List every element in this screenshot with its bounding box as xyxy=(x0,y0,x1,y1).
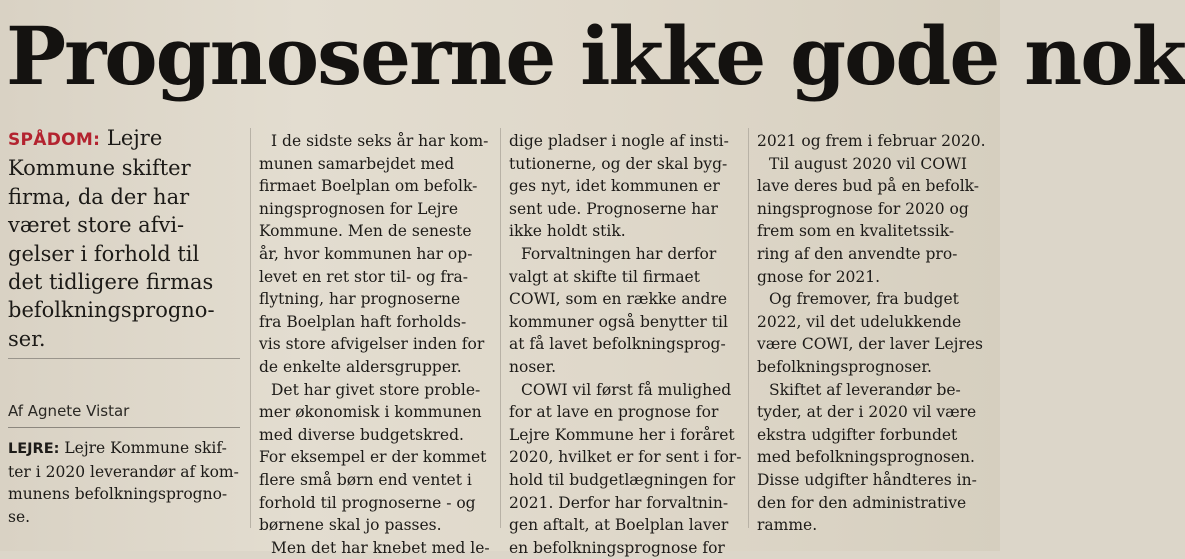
col3-line: 2020, hvilket er for sent i for- xyxy=(509,448,742,467)
col2-line: Men det har knebet med le- xyxy=(271,538,490,557)
col3-line: Lejre Kommune her i foråret xyxy=(509,425,735,444)
col2-line: I de sidste seks år har kom- xyxy=(271,132,489,150)
column-1 xyxy=(8,437,244,528)
col3-line: tutionerne, og der skal byg- xyxy=(509,154,728,173)
col2-line: munen samarbejdet med xyxy=(259,154,455,173)
col2-line: børnene skal jo passes. xyxy=(259,516,442,535)
lead-kicker: SPÅDOM: xyxy=(8,130,101,150)
col1-kicker: LEJRE: xyxy=(8,441,60,457)
col1-line: ter i 2020 leverandør af kom- xyxy=(8,462,239,481)
col3-line: gen aftalt, at Boelplan laver xyxy=(509,516,729,535)
lead-line: firma, da der har xyxy=(8,184,190,209)
col3-line: kommuner også benytter til xyxy=(509,312,728,331)
col2-line: vis store afvigelser inden for xyxy=(259,335,485,354)
col3-line: en befolkningsprognose for xyxy=(509,538,725,557)
col4-line: Skiftet af leverandør be- xyxy=(769,380,961,399)
col1-line-1: LEJRE: Lejre Kommune skif- xyxy=(8,439,227,457)
col3-line: sent ude. Prognoserne har xyxy=(509,199,718,218)
col2-line: levet en ret stor til- og fra- xyxy=(259,267,469,286)
col3-line: hold til budgetlægningen for xyxy=(509,470,736,489)
col3-line: COWI, som en række andre xyxy=(509,290,728,309)
col3-line: noser. xyxy=(509,357,557,376)
column-divider xyxy=(748,128,749,528)
col2-line: For eksempel er der kommet xyxy=(259,448,487,467)
col2-line: Kommune. Men de seneste xyxy=(259,222,472,241)
col2-line: forhold til prognoserne - og xyxy=(259,493,476,512)
col3-line: COWI vil først få mulighed xyxy=(521,380,732,399)
byline: Af Agnete Vistar xyxy=(8,402,130,420)
col4-line: ningsprognose for 2020 og xyxy=(757,199,969,218)
col4-line: være COWI, der laver Lejres xyxy=(757,335,984,354)
column-divider xyxy=(250,128,251,528)
col4-line: Til august 2020 vil COWI xyxy=(769,154,968,173)
col3-line: at få lavet befolkningsprog- xyxy=(509,335,726,354)
headline: Prognoserne ikke gode nok xyxy=(6,9,1185,103)
divider xyxy=(8,427,240,428)
col1-line: munens befolkningsprogno- xyxy=(8,485,228,504)
column-divider xyxy=(500,128,501,528)
col2-line: de enkelte aldersgrupper. xyxy=(259,357,462,376)
col2-line: med diverse budgetskred. xyxy=(259,425,464,444)
col2-line: ningsprognosen for Lejre xyxy=(259,199,458,218)
col2-line: flytning, har prognoserne xyxy=(259,290,461,309)
col4-line: gnose for 2021. xyxy=(757,267,881,286)
lead-line: Kommune skifter xyxy=(8,156,191,181)
col4-line: tyder, at der i 2020 vil være xyxy=(757,403,977,422)
lead-paragraph xyxy=(8,124,240,353)
col3-line: 2021. Derfor har forvaltnin- xyxy=(509,493,729,512)
col2-line: Det har givet store proble- xyxy=(271,380,481,399)
col4-line: frem som en kvalitetssik- xyxy=(757,222,955,241)
lead-line: befolkningsprogno- xyxy=(8,298,215,323)
col3-line: for at lave en prognose for xyxy=(509,403,719,422)
col3-line: dige pladser i nogle af insti- xyxy=(509,132,729,150)
col4-line: lave deres bud på en befolk- xyxy=(757,177,980,196)
column-2 xyxy=(259,130,490,559)
col4-line: ring af den anvendte pro- xyxy=(757,244,958,263)
col4-line: ekstra udgifter forbundet xyxy=(757,425,958,444)
lead-line-1: SPÅDOM: Lejre xyxy=(8,126,163,150)
col4-line: 2022, vil det udelukkende xyxy=(757,312,962,331)
col1-line: se. xyxy=(8,507,31,526)
column-4 xyxy=(757,130,989,537)
col2-line: mer økonomisk i kommunen xyxy=(259,403,482,422)
divider xyxy=(8,358,240,359)
col4-line: 2021 og frem i februar 2020. xyxy=(757,132,986,150)
col4-line: Disse udgifter håndteres in- xyxy=(757,470,977,489)
col4-line: befolkningsprognoser. xyxy=(757,357,932,376)
col2-line: firmaet Boelplan om befolk- xyxy=(259,177,478,196)
col3-line: Forvaltningen har derfor xyxy=(521,244,717,263)
col4-line: Og fremover, fra budget xyxy=(769,290,959,309)
col2-line: år, hvor kommunen har op- xyxy=(259,244,473,263)
col2-line: fra Boelplan haft forholds- xyxy=(259,312,467,331)
column-3 xyxy=(509,130,742,559)
col4-line: den for den administrative xyxy=(757,493,967,512)
col3-line: ges nyt, idet kommunen er xyxy=(509,177,720,196)
col3-line: ikke holdt stik. xyxy=(509,222,626,241)
col4-line: med befolkningsprognosen. xyxy=(757,448,975,467)
col4-line: ramme. xyxy=(757,516,818,535)
lead-line: gelser i forhold til xyxy=(8,241,200,266)
col2-line: flere små børn end ventet i xyxy=(259,470,472,489)
lead-line: det tidligere firmas xyxy=(8,270,214,295)
col3-line: valgt at skifte til firmaet xyxy=(509,267,700,286)
lead-line: været store afvi- xyxy=(8,213,185,238)
lead-line: ser. xyxy=(8,326,46,351)
